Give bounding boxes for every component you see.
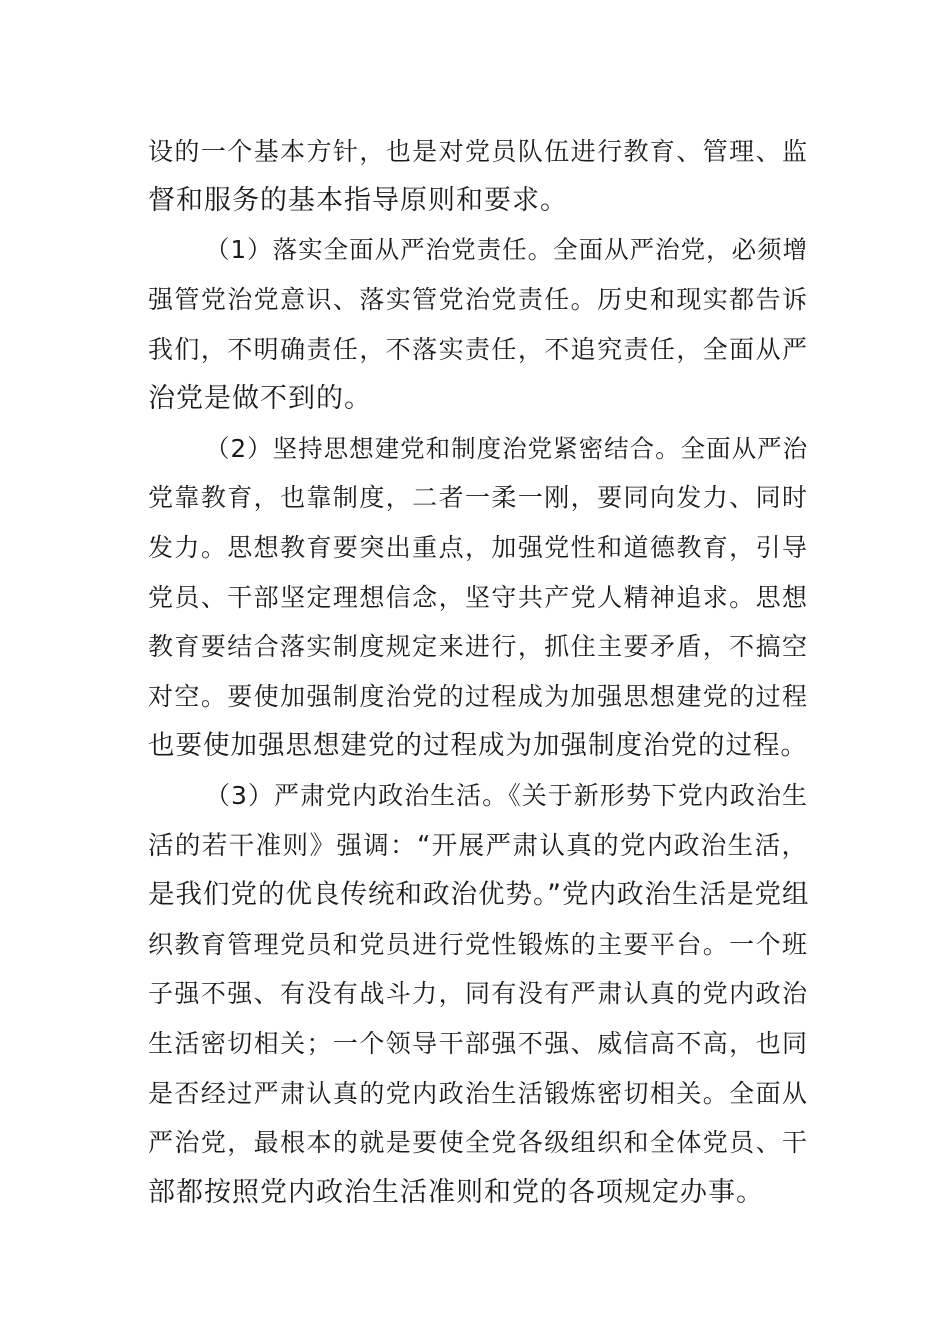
text-line: 严治党，最根本的就是要使全党各级组织和全体党员、干 [148, 1128, 808, 1157]
text-line: 活的若干准则》强调：“开展严肃认真的党内政治生活， [148, 831, 808, 861]
text-line: 党靠教育，也靠制度，二者一柔一刚，要同向发力、同时 [148, 483, 808, 512]
paragraph-1-first-line: （1）落实全面从严治党责任。全面从严治党，必须增 [205, 235, 809, 264]
text-line: 督和服务的基本指导原则和要求。 [148, 185, 568, 216]
text-line: 是我们党的优良传统和政治优势。”党内政治生活是党组 [148, 879, 810, 910]
text-line: 生活密切相关；一个领导干部强不强、威信高不高，也同 [148, 1029, 808, 1058]
paragraph-3-first-line: （3）严肃党内政治生活。《关于新形势下党内政治生 [205, 781, 808, 810]
text-line: 也要使加强思想建党的过程成为加强制度治党的过程。 [148, 730, 808, 761]
text-line: 强管党治党意识、落实管党治党责任。历史和现实都告诉 [148, 285, 808, 314]
text-line: 我们，不明确责任，不落实责任，不追究责任，全面从严 [148, 335, 808, 364]
text-line: 织教育管理党员和党员进行党性锻炼的主要平台。一个班 [148, 930, 808, 959]
text-line: 治党是做不到的。 [148, 383, 372, 414]
text-line: 党员、干部坚定理想信念，坚守共产党人精神追求。思想 [148, 583, 808, 612]
text-line: 子强不强、有没有战斗力，同有没有严肃认真的党内政治 [148, 979, 808, 1008]
text-line: 发力。思想教育要突出重点，加强党性和道德教育，引导 [148, 533, 808, 562]
text-line: 对空。要使加强制度治党的过程成为加强思想建党的过程 [148, 682, 808, 711]
text-line: 设的一个基本方针，也是对党员队伍进行教育、管理、监 [148, 137, 808, 166]
paragraph-2-first-line: （2）坚持思想建党和制度治党紧密结合。全面从严治 [205, 434, 809, 463]
text-line: 部都按照党内政治生活准则和党的各项规定办事。 [148, 1177, 764, 1208]
text-line: 教育要结合落实制度规定来进行，抓住主要矛盾，不搞空 [148, 632, 808, 661]
text-line: 是否经过严肃认真的党内政治生活锻炼密切相关。全面从 [148, 1079, 808, 1108]
